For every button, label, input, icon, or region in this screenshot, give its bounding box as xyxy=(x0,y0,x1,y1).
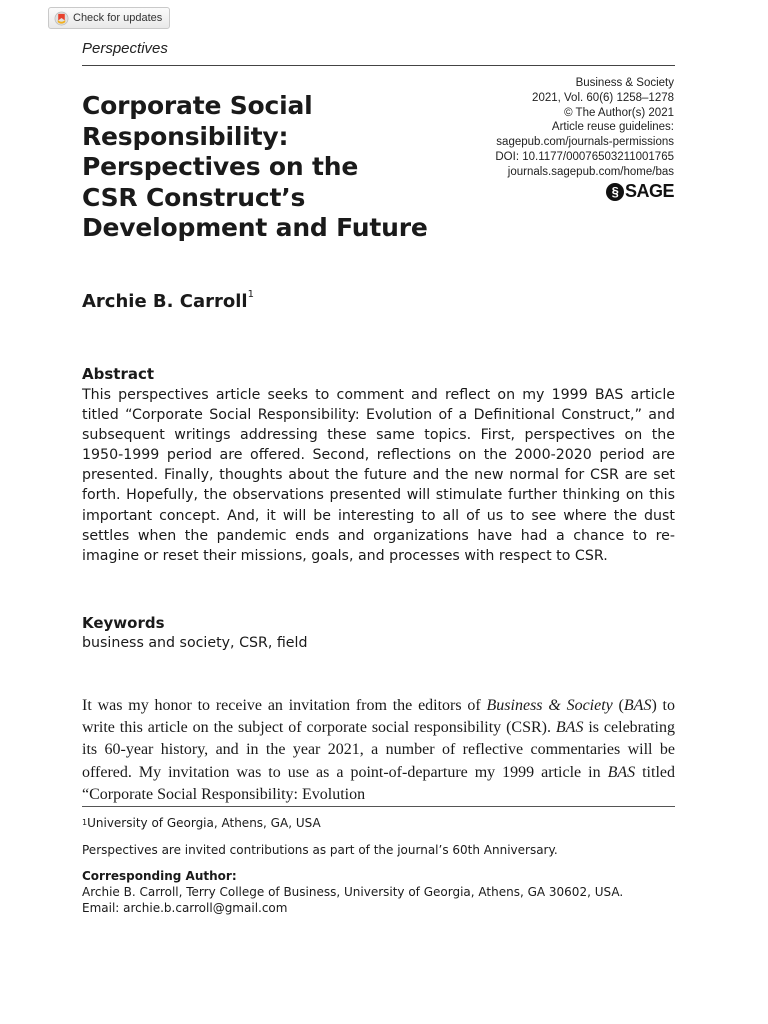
article-title xyxy=(82,91,472,244)
journal-meta xyxy=(434,76,674,180)
title-line: Development and Future xyxy=(82,213,428,242)
journal-name-italic: Business & Society xyxy=(486,697,613,714)
reuse-link[interactable]: sagepub.com/journals-permissions xyxy=(496,136,674,149)
author-name-text: Archie B. Carroll xyxy=(82,291,248,312)
anniversary-note: Perspectives are invited contributions as part of the journal’s 60th Anniversary. xyxy=(82,843,558,857)
body-text: titled “Corporate Social Responsibility: Evolution xyxy=(82,763,675,803)
publisher-name: SAGE xyxy=(624,181,674,201)
body-text: ) to write this article on the subject of corporate social responsibility (CSR). xyxy=(82,697,676,737)
doi[interactable]: DOI: 10.1177/00076503211001765 xyxy=(495,150,674,163)
affiliation-text: University of Georgia, Athens, GA, USA xyxy=(87,816,321,830)
journal-name: Business & Society xyxy=(575,77,674,89)
title-line: CSR Construct’s xyxy=(82,182,306,212)
abstract-heading: Abstract xyxy=(82,365,155,383)
title-line: Responsibility: xyxy=(82,121,289,151)
check-for-updates-button[interactable] xyxy=(48,7,170,29)
crossmark-icon xyxy=(54,11,69,26)
title-line: Corporate Social xyxy=(82,91,313,120)
footnote-mark: 1 xyxy=(82,818,88,827)
body-text: ( xyxy=(612,697,624,714)
journal-link[interactable]: journals.sagepub.com/home/bas xyxy=(507,165,674,178)
corresponding-email[interactable]: Email: archie.b.carroll@gmail.com xyxy=(82,901,288,915)
journal-abbrev-italic: BAS xyxy=(623,697,652,714)
section-label: Perspectives xyxy=(82,40,168,57)
corresponding-address: Archie B. Carroll, Terry College of Business, University of Georgia, Athens, GA 30602, USA. xyxy=(82,885,624,899)
journal-abbrev-italic: BAS xyxy=(607,763,636,781)
sage-s-icon: § xyxy=(606,183,624,201)
journal-volume: 2021, Vol. 60(6) 1258–1278 xyxy=(532,91,674,104)
author-name xyxy=(82,291,254,312)
abstract-text: This perspectives article seeks to comment and reflect on my 1999 BAS article titled “Corporate Social Responsibility: Evolution of a Definitional Construct,” and subsequent writings addressing these same topics. First, perspectives on the 1950-1999 period are offered. Second, reflections on the 2000-2020 period are presented. Finally, thoughts about the future and the new normal for CSR are set forth. Hopefully, the observations presented will stimulate further thinking on this important concept. And, it will be interesting to all of us to see where the dust settles when the pandemic ends and organizations have had a chance to re-imagine or reset their missions, goals, and processes with respect to CSR. xyxy=(82,387,675,564)
corresponding-heading: Corresponding Author: xyxy=(82,869,237,883)
body-text: is celebrating its 60-year history, and in the year 2021, a number of reflective commentaries will be offered. My invitation was to use as a point-of-departure my 1999 article in xyxy=(82,719,675,781)
sage-logo xyxy=(606,181,674,202)
footnote-rule xyxy=(82,806,675,807)
journal-abbrev-italic: BAS xyxy=(555,719,584,737)
keywords-text: business and society, CSR, field xyxy=(82,635,308,651)
header-rule xyxy=(82,65,675,66)
copyright: © The Author(s) 2021 xyxy=(564,106,674,119)
body-text: It was my honor to receive an invitation from the editors of xyxy=(82,697,487,714)
affiliation-mark: 1 xyxy=(247,289,254,300)
affiliation-footnote xyxy=(82,815,682,831)
check-for-updates-label: Check for updates xyxy=(73,12,163,24)
reuse-label: Article reuse guidelines: xyxy=(551,121,674,134)
keywords-heading: Keywords xyxy=(82,614,165,632)
corresponding-author xyxy=(82,868,682,916)
body-paragraph xyxy=(82,695,675,806)
title-line: Perspectives on the xyxy=(82,152,359,181)
